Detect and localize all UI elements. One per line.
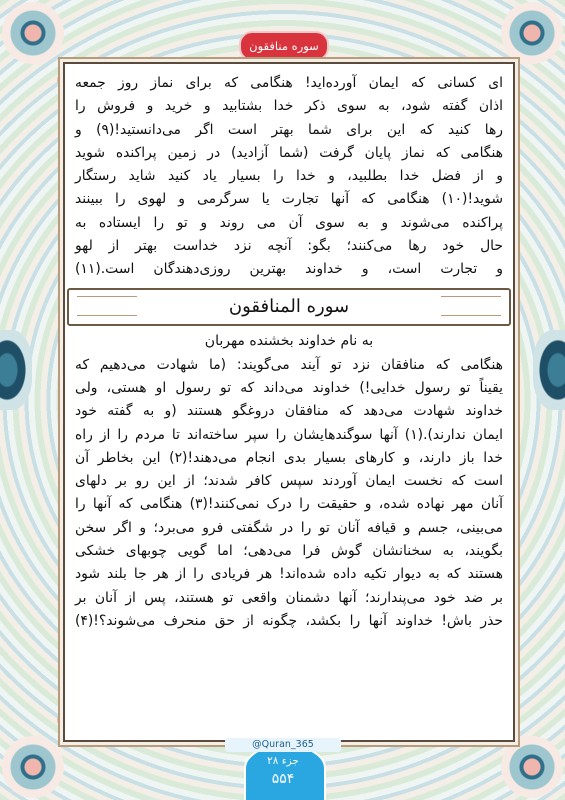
- side-ornament: [533, 330, 565, 410]
- side-ornament: [0, 330, 32, 410]
- text-line: هنگامی که نماز پایان گرفت (شما آزادید) در زمین پراکنده شوید: [75, 144, 503, 161]
- text-line: حال خود رها می‌کنند؛ بگو: آنچه نزد خداست بهتر از لهو: [75, 238, 503, 255]
- text-line: خدا باز دارند، و کارهای بسیار بدی انجام می‌دهند!(۲) این بخاطر آن: [75, 449, 503, 466]
- text-line: هستند که به دیوار تکیه داده شده‌اند! هر فریادی را از هر جا بلند شود: [75, 566, 503, 583]
- basmala: به نام خداوند بخشنده مهربان: [204, 332, 374, 349]
- text-line: حذر باش! خداوند آنها را بکشد، چگونه از حق منحرف می‌شوند؟!(۴): [75, 612, 503, 629]
- passage-jumuah: [65, 64, 513, 282]
- text-line: و از فضل خدا بطلبید، و خدا را بسیار یاد کنید شاید رستگار: [75, 168, 503, 185]
- text-line: ای کسانی که ایمان آورده‌اید! هنگامی که برای نماز روز جمعه: [75, 75, 503, 91]
- text-line: آنان مهر نهاده شده، و حقیقت را درک نمی‌کنند!(۳) هنگامی که آنها را: [75, 496, 503, 513]
- channel-handle[interactable]: @Quran_365: [225, 738, 341, 752]
- text-line: و تجارت است، و خداوند بهترین روزی‌دهندگان است.(۱۱): [75, 261, 503, 278]
- text-line: یقیناً تو رسول خدایی!) خداوند می‌داند که تو رسول او هستی، ولی: [75, 379, 503, 396]
- floral-ornament: [2, 2, 64, 64]
- passage-munafiqun: [65, 354, 513, 634]
- text-line: بگویند، به سخنانشان گوش فرا می‌دهی؛ اما گویی چوبهای خشکی: [75, 543, 503, 560]
- floral-ornament: [501, 736, 563, 798]
- text-line: شوید!(۱۰) هنگامی که آنها تجارت یا سرگرمی و لهوی را ببینند: [75, 191, 503, 208]
- text-line: است که نخست ایمان آوردند سپس کافر شدند؛ از این رو بر دلهای: [75, 473, 503, 490]
- text-line: می‌بینی، جسم و قیافه آنان تو را در شگفتی فرو می‌برد؛ و اگر سخن: [75, 519, 503, 536]
- text-line: پراکنده می‌شوند و به سوی آن می روند و تو را ایستاده به: [75, 214, 503, 231]
- floral-ornament: [501, 2, 563, 64]
- text-line: بر ضد خود می‌پندارند؛ آنها دشمنان واقعی تو هستند، پس از آنان بر: [75, 589, 503, 606]
- text-line: خداوند شهادت می‌دهد که منافقان دروغگو هستند (و به گفته خود: [75, 403, 503, 420]
- surah-name-tab: سوره منافقون: [239, 31, 329, 61]
- juz-label: جزء ۲۸: [267, 755, 299, 767]
- floral-ornament: [2, 736, 64, 798]
- text-frame: [63, 62, 515, 742]
- surah-title-banner: [67, 288, 511, 326]
- text-line: ایمان ندارند).(۱) آنها سوگندهایشان را سپر ساخته‌اند تا مردم را از راه: [75, 426, 503, 443]
- surah-title: سوره المنافقون: [228, 295, 350, 317]
- text-line: اذان گفته شود، به سوی ذکر خدا بشتابید و خرید و فروش را: [75, 98, 503, 115]
- text-line: هنگامی که منافقان نزد تو آیند می‌گویند: (ما شهادت می‌دهیم که: [75, 356, 503, 373]
- text-line: رها کنید که این برای شما بهتر است اگر می‌دانستید!(۹) و: [75, 121, 503, 138]
- page-number: ۵۵۴: [271, 771, 295, 787]
